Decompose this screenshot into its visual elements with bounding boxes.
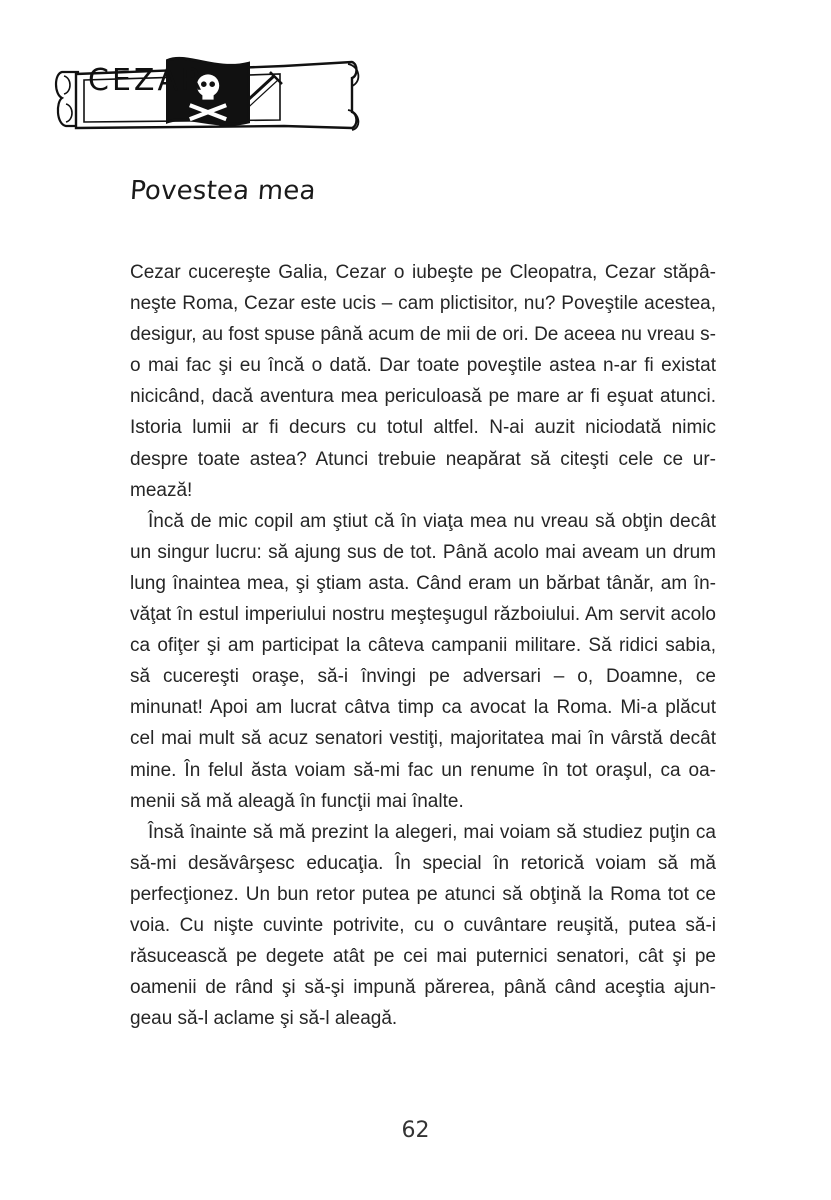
paragraph-3: Însă înainte să mă prezint la alegeri, mai voiam să studiez puţin ca să-mi desăvârşesc educaţia. În special în retorică voiam să mă perfecţionez. Un bun retor putea pe atunci să obţină la Roma tot ce voia. Cu nişte cuvinte potrivite, cu o cuvântare reuşită, putea să-i răsucească pe degete atât pe cei mai puternici senatori, cât şi pe oamenii de rând şi să-şi impună părerea, până când aceştia ajun-geau să-l aclame şi să-l aleagă.	[130, 821, 716, 1030]
body-text	[130, 257, 716, 1034]
banner-title: CEZAR	[88, 63, 205, 98]
page-number: 62	[401, 1118, 430, 1143]
chapter-banner	[52, 52, 364, 136]
paragraph-1: Cezar cucereşte Galia, Cezar o iubeşte pe Cleopatra, Cezar stăpâ-neşte Roma, Cezar este ucis – cam plictisitor, nu? Poveştile acestea, desigur, au fost spuse până acum de mii de ori. De aceea nu vreau s-o mai fac şi eu încă o dată. Dar toate poveştile astea n-ar fi existat nicicând, dacă aventura mea periculoasă pe mare ar fi eşuat atunci. Istoria lumii ar fi decurs cu totul altfel. N-ai auzit niciodată nimic despre toate astea? Atunci trebuie neapărat să citeşti cele ce ur-mează!	[130, 262, 716, 501]
section-title: Povestea mea	[128, 176, 317, 206]
paragraph-2: Încă de mic copil am ştiut că în viaţa mea nu vreau să obţin decât un singur lucru: să ajung sus de tot. Până acolo mai aveam un drum lung înaintea mea, şi ştiam asta. Când eram un bărbat tânăr, am în-văţat în estul imperiului nostru meşteşugul războiului. Am servit acolo ca ofiţer şi am participat la câteva campanii militare. Să ridici sabia, să cucereşti oraşe, să-i învingi pe adversari – o, Doamne, ce minunat! Apoi am lucrat câtva timp ca avocat la Roma. Mi-a plăcut cel mai mult să acuz senatori vestiţi, majoritatea mai în vârstă decât mine. În felul ăsta voiam să-mi fac un renume în tot oraşul, ca oa-menii să mă aleagă în funcţii mai înalte.	[130, 510, 716, 812]
